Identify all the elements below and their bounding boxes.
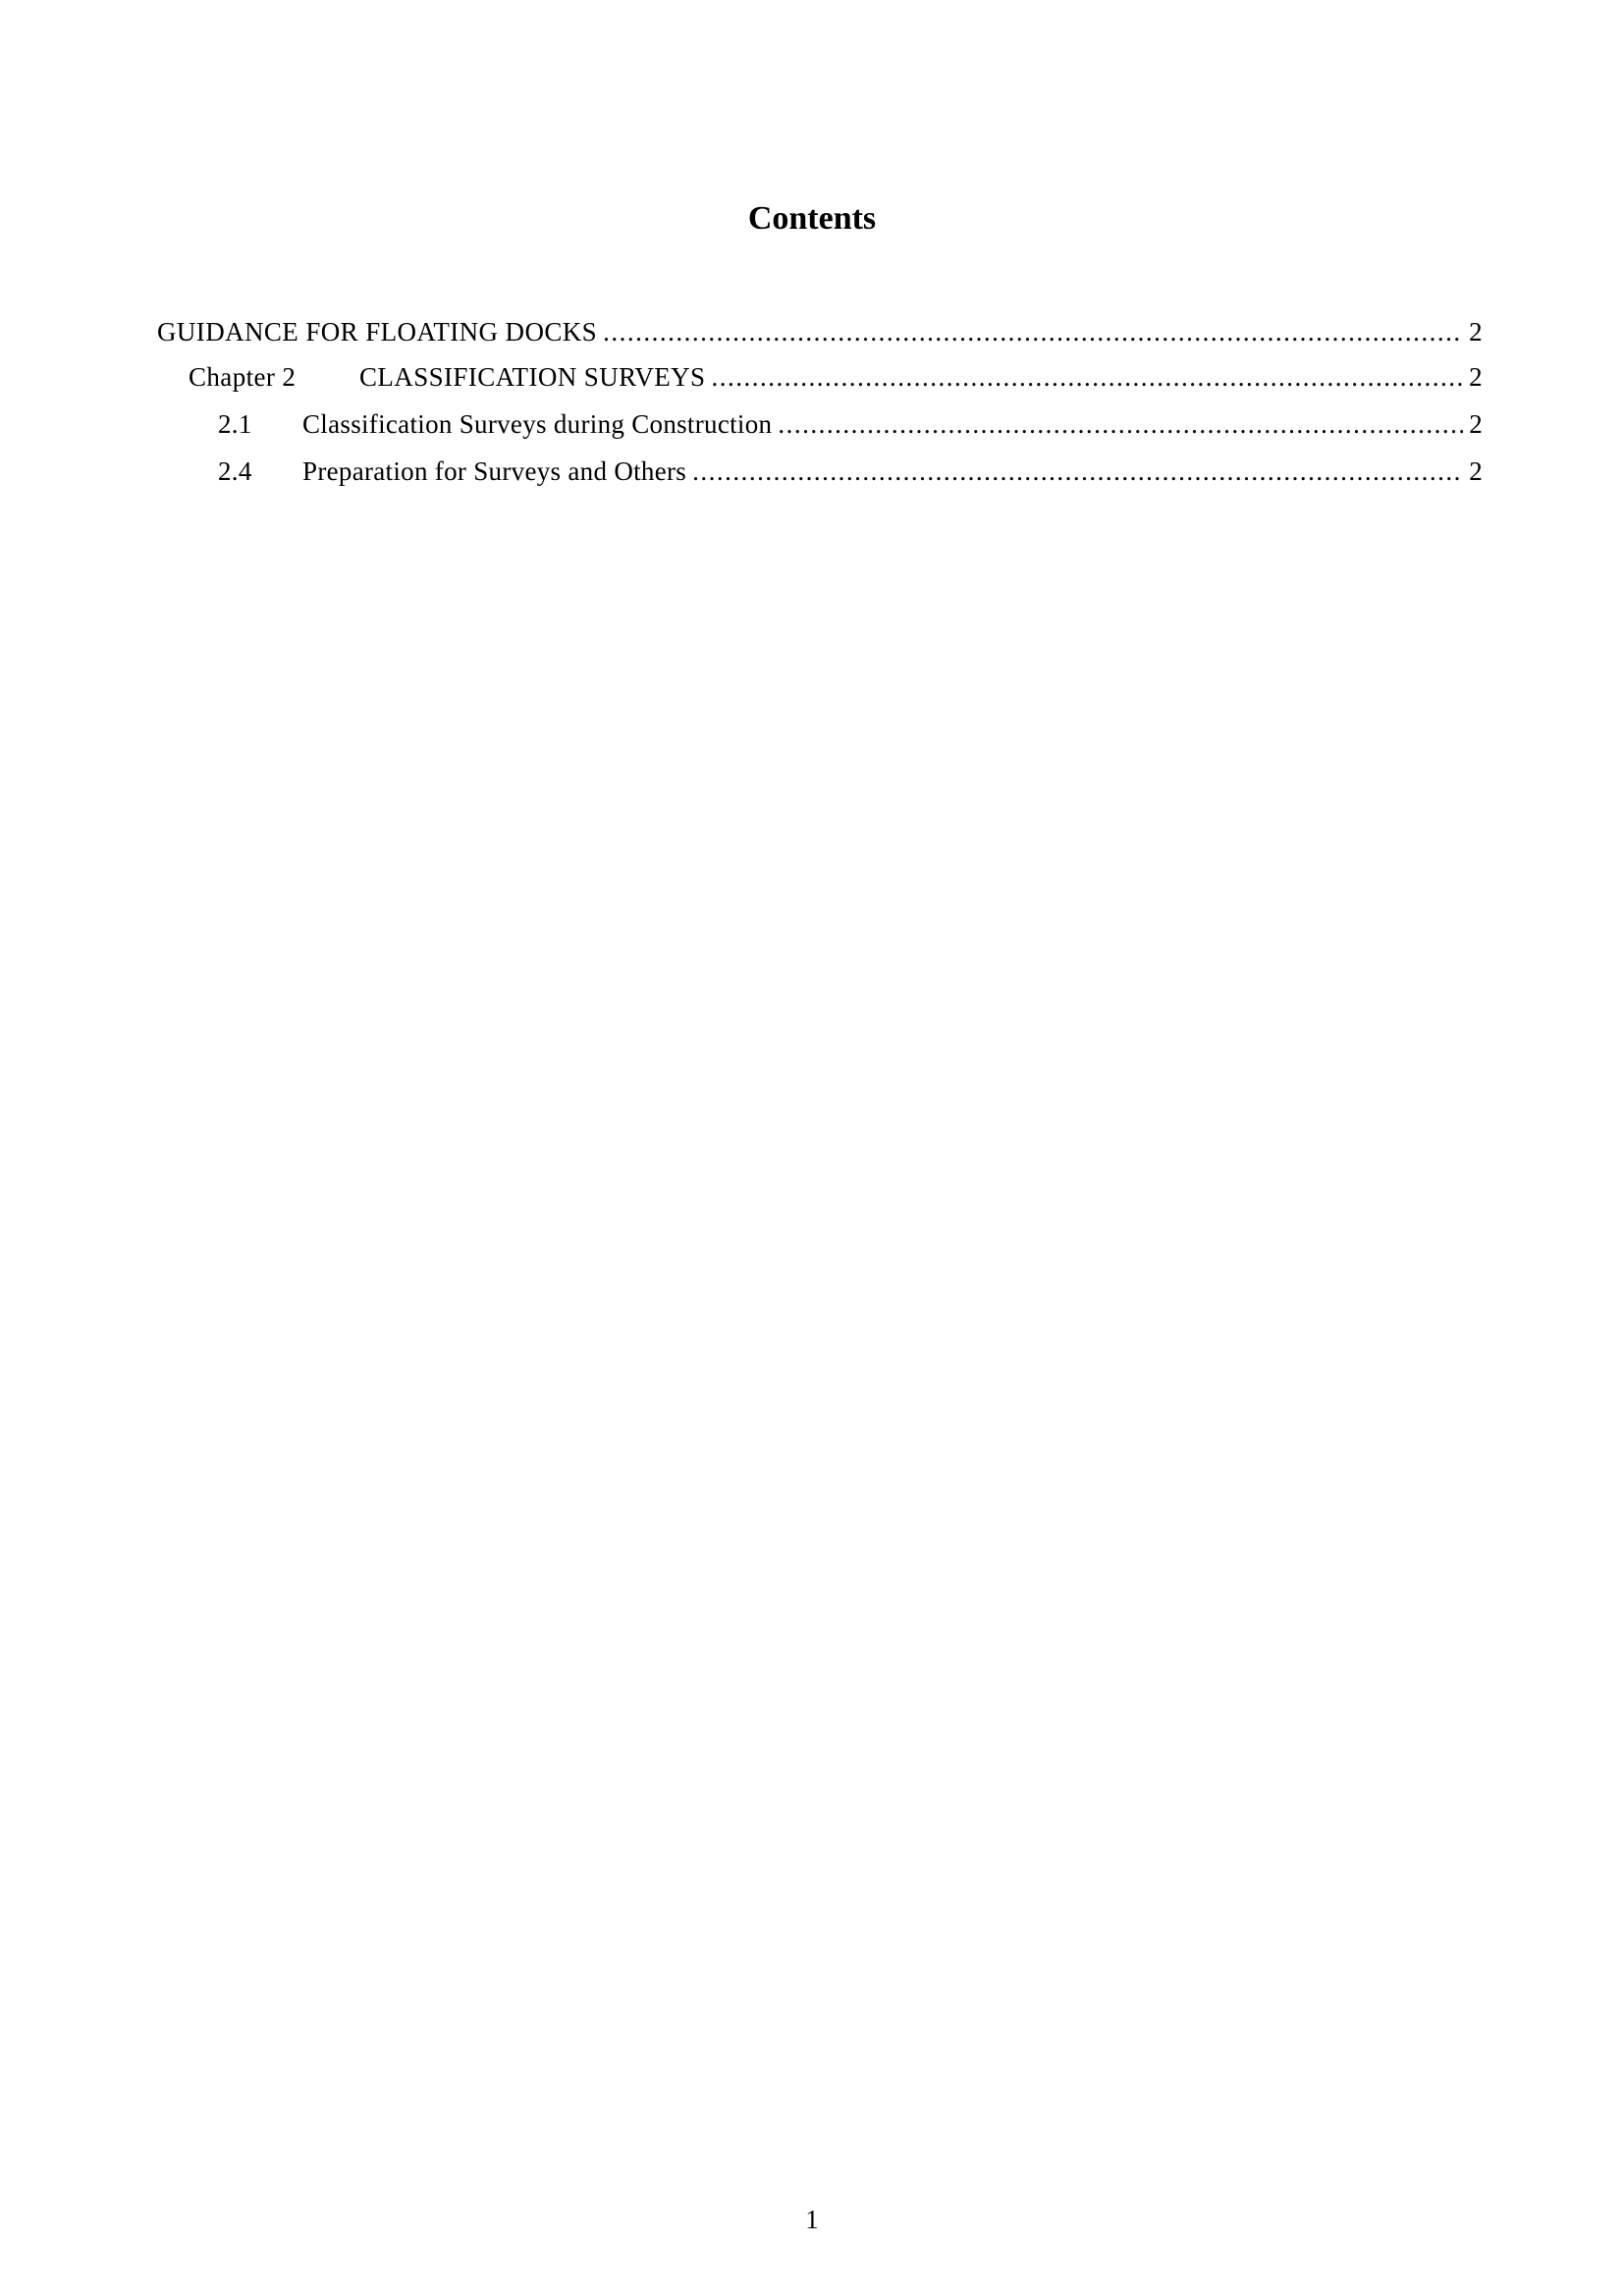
toc-entry-title: GUIDANCE FOR FLOATING DOCKS bbox=[157, 317, 598, 347]
toc-entry-number: 2.4 bbox=[218, 456, 252, 486]
toc-entry-number: 2.1 bbox=[218, 409, 252, 439]
toc-dot-leader bbox=[603, 317, 1463, 347]
table-of-contents bbox=[157, 317, 1483, 504]
page-title: Contents bbox=[747, 200, 877, 237]
toc-entry-section-2-1[interactable] bbox=[157, 409, 1483, 456]
toc-dot-leader bbox=[778, 409, 1463, 440]
page-number: 1 bbox=[805, 2205, 819, 2234]
toc-entry-title: Classification Surveys during Construction bbox=[302, 409, 773, 439]
toc-entry-section-2-4[interactable] bbox=[157, 456, 1483, 504]
toc-dot-leader bbox=[711, 362, 1463, 393]
toc-entry-title: Preparation for Surveys and Others bbox=[302, 456, 687, 486]
toc-page-number: 2 bbox=[1469, 317, 1483, 347]
toc-page-number: 2 bbox=[1469, 362, 1483, 392]
toc-page-number: 2 bbox=[1469, 456, 1483, 486]
toc-entry-chapter-2[interactable] bbox=[157, 362, 1483, 409]
toc-dot-leader bbox=[692, 456, 1463, 487]
toc-entry-number: Chapter 2 bbox=[189, 362, 297, 392]
toc-entry-title: CLASSIFICATION SURVEYS bbox=[359, 362, 706, 392]
toc-entry-guidance[interactable] bbox=[157, 317, 1483, 362]
toc-page-number: 2 bbox=[1469, 409, 1483, 439]
